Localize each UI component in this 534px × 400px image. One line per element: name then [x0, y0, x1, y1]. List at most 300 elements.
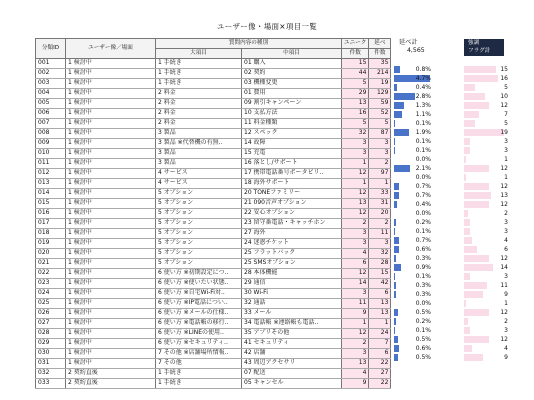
- cell-total: 7: [369, 339, 391, 349]
- table-row: [36, 129, 391, 139]
- flag-row: [464, 281, 508, 290]
- pct-bar: [394, 318, 396, 325]
- cell-user: 1 検討中: [66, 249, 156, 259]
- cell-middle: 05 キャンセル: [242, 379, 342, 389]
- flag-row: [464, 65, 508, 74]
- pct-value: 0.2%: [415, 219, 431, 226]
- cell-middle: 02 契約: [242, 69, 342, 79]
- cell-id: 016: [36, 209, 66, 219]
- table-row: [36, 219, 391, 229]
- cell-total: 214: [369, 69, 391, 79]
- table-row: [36, 79, 391, 89]
- table-row: [36, 289, 391, 299]
- cell-user: 1 検討中: [66, 109, 156, 119]
- flag-bar: [464, 264, 493, 271]
- cell-middle: 41 セキュリティ: [242, 339, 342, 349]
- cell-total: 1: [369, 179, 391, 189]
- cell-middle: 16 落とし/サポート: [242, 159, 342, 169]
- pct-bar: [394, 345, 399, 352]
- flag-value: 12: [500, 102, 508, 109]
- pct-value: 0.2%: [415, 318, 431, 325]
- flag-bar: [464, 84, 475, 91]
- pct-value: 0.4%: [415, 201, 431, 208]
- cell-id: 011: [36, 159, 66, 169]
- cell-major: 5 オプション: [156, 239, 242, 249]
- header-id: 分類ID: [36, 39, 66, 59]
- cell-middle: 09 割引キャンペーン: [242, 99, 342, 109]
- pct-value: 0.6%: [415, 246, 431, 253]
- pct-bar: [394, 192, 399, 199]
- sheet-title: ユーザー像・場面×項目一覧: [216, 22, 318, 31]
- pct-row: [394, 281, 434, 290]
- flag-value: 4: [504, 345, 508, 352]
- cell-unique: 5: [342, 79, 369, 89]
- pct-bar: [394, 93, 415, 100]
- flag-bar: [464, 345, 472, 352]
- pct-value: 0.0%: [415, 174, 431, 181]
- pct-value: 0.1%: [415, 120, 431, 127]
- cell-unique: 13: [342, 99, 369, 109]
- pct-value: 0.1%: [415, 228, 431, 235]
- cell-total: 6: [369, 289, 391, 299]
- cell-major: 3 製品 ※代替機の有無..: [156, 139, 242, 149]
- cell-total: 20: [369, 209, 391, 219]
- flag-header-label: 強調: [468, 40, 480, 46]
- cell-major: 6 使い方 ※電話帳の移行..: [156, 319, 242, 329]
- flag-value: 12: [500, 165, 508, 172]
- table-body: [36, 59, 391, 389]
- cell-unique: 4: [342, 369, 369, 379]
- flag-header: [464, 39, 504, 56]
- cell-user: 1 検討中: [66, 259, 156, 269]
- cell-major: 7 その他 ※店舗場所情報..: [156, 349, 242, 359]
- flag-row: [464, 290, 508, 299]
- cell-middle: 12 スペック: [242, 129, 342, 139]
- cell-id: 012: [36, 169, 66, 179]
- flag-value: 3: [504, 327, 508, 334]
- flag-row: [464, 101, 508, 110]
- flag-bar: [464, 156, 466, 163]
- cell-user: 1 検討中: [66, 79, 156, 89]
- cell-middle: 43 周辺アクセサリ: [242, 359, 342, 369]
- cell-unique: 15: [342, 59, 369, 69]
- cell-middle: 11 料金種類: [242, 119, 342, 129]
- cell-unique: 2: [342, 219, 369, 229]
- cell-id: 033: [36, 379, 66, 389]
- flag-value: 3: [504, 273, 508, 280]
- cell-middle: 34 電話帳 ※連絡帳も電話..: [242, 319, 342, 329]
- cell-user: 1 検討中: [66, 99, 156, 109]
- cell-unique: 12: [342, 269, 369, 279]
- flag-row: [464, 263, 508, 272]
- flag-value: 16: [500, 75, 508, 82]
- flag-bar: [464, 228, 470, 235]
- cell-total: 13: [369, 309, 391, 319]
- pct-value: 0.6%: [415, 345, 431, 352]
- flag-bar: [464, 111, 479, 118]
- cell-middle: 25 SMSオプション: [242, 259, 342, 269]
- cell-middle: 18 海外サポート: [242, 179, 342, 189]
- header-middle: 中項目: [242, 49, 342, 59]
- cell-major: 5 オプション: [156, 259, 242, 269]
- cell-user: 1 検討中: [66, 229, 156, 239]
- pct-bar: [394, 264, 401, 271]
- cell-middle: 07 配送: [242, 369, 342, 379]
- pct-row: [394, 299, 434, 308]
- flag-bar: [464, 273, 470, 280]
- cell-user: 1 検討中: [66, 159, 156, 169]
- flag-value: 4: [504, 237, 508, 244]
- table-row: [36, 199, 391, 209]
- cell-id: 021: [36, 259, 66, 269]
- pct-value: 0.7%: [415, 183, 431, 190]
- cell-id: 024: [36, 289, 66, 299]
- header-total-1: 延べ: [369, 39, 391, 49]
- pct-bar: [394, 120, 395, 127]
- table-row: [36, 149, 391, 159]
- pct-value: 0.3%: [415, 255, 431, 262]
- cell-id: 025: [36, 299, 66, 309]
- cell-id: 030: [36, 349, 66, 359]
- flag-bar: [464, 336, 489, 343]
- cell-user: 1 検討中: [66, 69, 156, 79]
- pct-value: 0.3%: [415, 291, 431, 298]
- cell-id: 018: [36, 229, 66, 239]
- flag-bar: [464, 201, 489, 208]
- flag-row: [464, 128, 508, 137]
- pct-row: [394, 92, 434, 101]
- pct-bar: [394, 291, 396, 298]
- cell-id: 032: [36, 369, 66, 379]
- cell-major: 5 オプション: [156, 189, 242, 199]
- cell-id: 004: [36, 89, 66, 99]
- flag-bar: [464, 129, 504, 136]
- table-row: [36, 209, 391, 219]
- cell-total: 52: [369, 109, 391, 119]
- flag-value: 12: [500, 336, 508, 343]
- cell-user: 2 契約直後: [66, 379, 156, 389]
- flag-bar: [464, 255, 489, 262]
- table-header: [36, 39, 391, 59]
- flag-value: 1: [504, 300, 508, 307]
- table-row: [36, 259, 391, 269]
- pct-bar: [394, 354, 398, 361]
- flag-value: 12: [500, 255, 508, 262]
- cell-total: 15: [369, 269, 391, 279]
- table-row: [36, 139, 391, 149]
- cell-middle: 21 090音声オプション: [242, 199, 342, 209]
- flag-bar: [464, 165, 489, 172]
- table-row: [36, 279, 391, 289]
- cell-user: 1 検討中: [66, 299, 156, 309]
- flag-value: 6: [504, 246, 508, 253]
- flag-row: [464, 344, 508, 353]
- cell-id: 023: [36, 279, 66, 289]
- pct-value: 2.8%: [415, 93, 431, 100]
- pct-value: 0.7%: [415, 192, 431, 199]
- cell-major: 1 手続き: [156, 379, 242, 389]
- cell-major: 2 料金: [156, 99, 242, 109]
- flag-value: 12: [500, 201, 508, 208]
- pct-value: 0.0%: [415, 210, 431, 217]
- cell-id: 003: [36, 79, 66, 89]
- flag-bar: [464, 93, 485, 100]
- flag-bar: [464, 291, 483, 298]
- table-row: [36, 239, 391, 249]
- cell-middle: 27 海外: [242, 229, 342, 239]
- table-row: [36, 179, 391, 189]
- flag-row: [464, 227, 508, 236]
- flag-value: 3: [504, 228, 508, 235]
- pct-value: 0.1%: [415, 138, 431, 145]
- flag-value: 13: [500, 192, 508, 199]
- pct-row: [394, 353, 434, 362]
- cell-unique: 3: [342, 149, 369, 159]
- cell-unique: 3: [342, 239, 369, 249]
- cell-total: 2: [369, 159, 391, 169]
- flag-value: 5: [504, 120, 508, 127]
- cell-major: 3 製品: [156, 149, 242, 159]
- cell-middle: 03 機種変更: [242, 79, 342, 89]
- flag-bar: [464, 210, 468, 217]
- cell-unique: 12: [342, 209, 369, 219]
- flag-row: [464, 83, 508, 92]
- cell-middle: 20 TONEファミリー: [242, 189, 342, 199]
- pct-value: 1.9%: [415, 129, 431, 136]
- cell-id: 029: [36, 339, 66, 349]
- cell-unique: 14: [342, 279, 369, 289]
- pct-row: [394, 164, 434, 173]
- cell-major: 5 オプション: [156, 199, 242, 209]
- pct-bar: [394, 309, 398, 316]
- cell-id: 022: [36, 269, 66, 279]
- cell-total: 6: [369, 349, 391, 359]
- pct-value: 0.1%: [415, 273, 431, 280]
- flag-row: [464, 146, 508, 155]
- flag-value: 10: [500, 93, 508, 100]
- cell-total: 2: [369, 219, 391, 229]
- cell-user: 1 検討中: [66, 349, 156, 359]
- pct-bar: [394, 129, 409, 136]
- cell-id: 002: [36, 69, 66, 79]
- cell-id: 015: [36, 199, 66, 209]
- pct-bar: [394, 111, 402, 118]
- flag-bar: [464, 282, 487, 289]
- pct-row: [394, 119, 434, 128]
- cell-total: 13: [369, 299, 391, 309]
- cell-user: 1 検討中: [66, 289, 156, 299]
- cell-user: 1 検討中: [66, 89, 156, 99]
- flag-row: [464, 74, 508, 83]
- cell-total: 35: [369, 59, 391, 69]
- flag-value: 19: [500, 129, 508, 136]
- cell-major: 7 その他: [156, 359, 242, 369]
- table-row: [36, 299, 391, 309]
- flag-value: 15: [500, 66, 508, 73]
- cell-unique: 2: [342, 339, 369, 349]
- table-row: [36, 319, 391, 329]
- flag-value: 1: [504, 156, 508, 163]
- pct-bar: [394, 237, 399, 244]
- cell-major: 1 手続き: [156, 369, 242, 379]
- flag-row: [464, 200, 508, 209]
- cell-unique: 1: [342, 319, 369, 329]
- cell-total: 31: [369, 199, 391, 209]
- pct-bar: [394, 327, 395, 334]
- flag-value: 2: [504, 210, 508, 217]
- cell-middle: 01 費用: [242, 89, 342, 99]
- cell-total: 22: [369, 379, 391, 389]
- cell-id: 027: [36, 319, 66, 329]
- cell-total: 59: [369, 99, 391, 109]
- table-row: [36, 69, 391, 79]
- pct-row: [394, 137, 434, 146]
- cell-unique: 12: [342, 329, 369, 339]
- table-row: [36, 169, 391, 179]
- pct-value: 2.1%: [415, 165, 431, 172]
- cell-major: 6 使い方 ※IP電話につい..: [156, 299, 242, 309]
- cell-major: 2 料金: [156, 119, 242, 129]
- cell-major: 1 手続き: [156, 69, 242, 79]
- table-row: [36, 379, 391, 389]
- table-row: [36, 369, 391, 379]
- flag-row: [464, 110, 508, 119]
- pct-row: [394, 236, 434, 245]
- pct-row: [394, 101, 434, 110]
- cell-unique: 4: [342, 249, 369, 259]
- cell-user: 1 検討中: [66, 59, 156, 69]
- pct-value: 1.3%: [415, 102, 431, 109]
- cell-user: 1 検討中: [66, 189, 156, 199]
- table-row: [36, 229, 391, 239]
- pct-value: 0.5%: [415, 354, 431, 361]
- pct-bar: [394, 84, 397, 91]
- pct-row: [394, 155, 434, 164]
- cell-unique: 1: [342, 179, 369, 189]
- cell-total: 32: [369, 249, 391, 259]
- table-row: [36, 269, 391, 279]
- cell-middle: 32 通話: [242, 299, 342, 309]
- pct-header: [399, 39, 425, 55]
- cell-major: 4 サービス: [156, 179, 242, 189]
- flag-bar: [464, 102, 489, 109]
- pct-bar: [394, 282, 396, 289]
- cell-major: 6 使い方 ※メールの仕様..: [156, 309, 242, 319]
- pct-row: [394, 344, 434, 353]
- flag-column: [464, 65, 508, 362]
- cell-user: 1 検討中: [66, 129, 156, 139]
- cell-middle: 35 アプリその他: [242, 329, 342, 339]
- flag-bar: [464, 183, 489, 190]
- cell-user: 1 検討中: [66, 359, 156, 369]
- flag-row: [464, 92, 508, 101]
- pct-bar: [394, 273, 395, 280]
- pct-value: 0.5%: [415, 309, 431, 316]
- flag-bar: [464, 237, 472, 244]
- flag-value: 12: [500, 183, 508, 190]
- cell-id: 006: [36, 109, 66, 119]
- pct-value: 4.7%: [415, 75, 431, 82]
- pct-value: 0.1%: [415, 147, 431, 154]
- pct-row: [394, 227, 434, 236]
- flag-row: [464, 119, 508, 128]
- table-row: [36, 339, 391, 349]
- cell-middle: 01 購入: [242, 59, 342, 69]
- pct-value: 0.7%: [415, 237, 431, 244]
- pct-bar: [394, 66, 400, 73]
- flag-row: [464, 155, 508, 164]
- cell-middle: 25 フラットバック: [242, 249, 342, 259]
- pct-bar: [394, 255, 396, 262]
- pct-value: 0.4%: [415, 84, 431, 91]
- cell-unique: 13: [342, 199, 369, 209]
- cell-unique: 9: [342, 309, 369, 319]
- pct-value: 0.9%: [415, 264, 431, 271]
- flag-value: 3: [504, 147, 508, 154]
- flag-value: 12: [500, 309, 508, 316]
- pct-header-label: 延べ計: [399, 39, 418, 46]
- cell-unique: 32: [342, 129, 369, 139]
- summary-table: [35, 38, 391, 389]
- flag-row: [464, 308, 508, 317]
- cell-major: 5 オプション: [156, 209, 242, 219]
- pct-row: [394, 110, 434, 119]
- cell-total: 3: [369, 139, 391, 149]
- table-row: [36, 359, 391, 369]
- pct-value: 0.1%: [415, 327, 431, 334]
- cell-major: 2 料金: [156, 89, 242, 99]
- cell-total: 28: [369, 259, 391, 269]
- cell-middle: 29 通信: [242, 279, 342, 289]
- cell-user: 1 検討中: [66, 309, 156, 319]
- cell-user: 1 検討中: [66, 329, 156, 339]
- flag-header-sub: フラグ計: [468, 48, 491, 54]
- pct-bar: [394, 102, 404, 109]
- pct-row: [394, 74, 434, 83]
- cell-user: 1 検討中: [66, 119, 156, 129]
- pct-row: [394, 173, 434, 182]
- table-row: [36, 159, 391, 169]
- cell-id: 031: [36, 359, 66, 369]
- pct-row: [394, 200, 434, 209]
- pct-column: [394, 65, 434, 362]
- cell-id: 017: [36, 219, 66, 229]
- cell-user: 1 検討中: [66, 239, 156, 249]
- cell-user: 1 検討中: [66, 139, 156, 149]
- flag-bar: [464, 309, 489, 316]
- pct-bar: [394, 246, 399, 253]
- pct-row: [394, 146, 434, 155]
- pct-bar: [394, 219, 396, 226]
- cell-unique: 5: [342, 119, 369, 129]
- flag-value: 9: [504, 291, 508, 298]
- cell-major: 1 手続き: [156, 79, 242, 89]
- table-row: [36, 309, 391, 319]
- cell-unique: 9: [342, 379, 369, 389]
- pct-row: [394, 245, 434, 254]
- flag-row: [464, 353, 508, 362]
- flag-row: [464, 209, 508, 218]
- flag-bar: [464, 246, 477, 253]
- pct-row: [394, 209, 434, 218]
- cell-total: 11: [369, 229, 391, 239]
- flag-value: 1: [504, 174, 508, 181]
- header-total-2: 件数: [369, 49, 391, 59]
- pct-value: 0.3%: [415, 282, 431, 289]
- cell-user: 1 検討中: [66, 269, 156, 279]
- cell-id: 013: [36, 179, 66, 189]
- cell-unique: 13: [342, 359, 369, 369]
